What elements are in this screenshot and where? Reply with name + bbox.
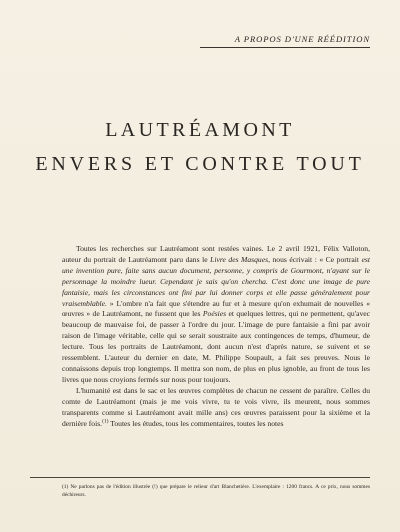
running-head: A PROPOS D'UNE RÉÉDITION [234, 34, 370, 44]
running-head-rule [200, 47, 370, 48]
text-run: Toutes les recherches sur Lautréamont sont restées vaines. Le 2 avril 1921, Félix Valloton, auteur du portrait de Lautréamont paru dans le [62, 244, 370, 264]
article-body [62, 244, 370, 429]
italic-text: est une invention pure, faite sans aucun document, personne, y compris de Gourmont, n'ayant sur le personnage la moindre lueur. Cependant je sais qu'on chercha. C'est donc une image de pure fantaisie, mais les circonstances ont fini par lui donner corps et elle passe généralement pour vraisemblable. [62, 254, 370, 308]
paragraph-2 [62, 386, 370, 430]
text-run: , nous écrivait : « Ce portrait [268, 254, 362, 264]
footnote-text: Ne parlons pas de l'édition illustrée (!) que prépare le relieur d'art Blanchetière. L'exemplaire : 1200 francs. A ce prix, nous sommes déchireurs. [62, 484, 370, 499]
text-run: Toutes les études, tous les commentaires, toutes les notes [108, 418, 284, 428]
article-title-line-2: ENVERS ET CONTRE TOUT [35, 153, 365, 175]
footnote-label: (1) [62, 484, 69, 490]
italic-text: Poésies [202, 309, 227, 319]
footnote [62, 483, 370, 500]
text-run: et quelques lettres, qui ne permettent, qu'avec beaucoup de mauvaise foi, de passer à l'ordre du jour. L'image de pure fantaisie a fini par avoir raison de l'image véritable, celle qui se serait soustraite aux contingences de temps, d'humeur, de lecture. Tous les portraits de Lautréamont, dont aucun n'est d'après nature, se suivent et se ressemblent. L'auteur du dernier en date, M. Philippe Soupault, a fait ses preuves. Nous le connaissons depuis trop longtemps. Il mettra son nom, de plus en plus ignoble, au front de tous les livres que nous croyions fermés sur nous pour toujours. [62, 309, 371, 384]
text-run: L'humanité est dans le sac et les œuvres complètes de chacun ne cessent de paraître. Celles du comte de Lautréamont (mais je me vois vivre, tu te vois vivre, ils meurent, nous sommes transparents comme si Lautréamont avait mille ans) ces œuvres paraissent pour la sixième et la dernière fois. [62, 385, 370, 428]
footnote-reference: (1) [102, 417, 109, 424]
paragraph-1 [62, 244, 370, 386]
article-title-line-1: LAUTRÉAMONT [105, 119, 295, 141]
footnote-rule [30, 477, 370, 478]
text-run: » L'ombre n'a fait que s'étendre au fur et à mesure qu'on exhumait de nouvelles « œuvres » de Lautréamont, ne fussent que les [62, 298, 370, 319]
italic-text: Livre des Masques [210, 254, 269, 264]
